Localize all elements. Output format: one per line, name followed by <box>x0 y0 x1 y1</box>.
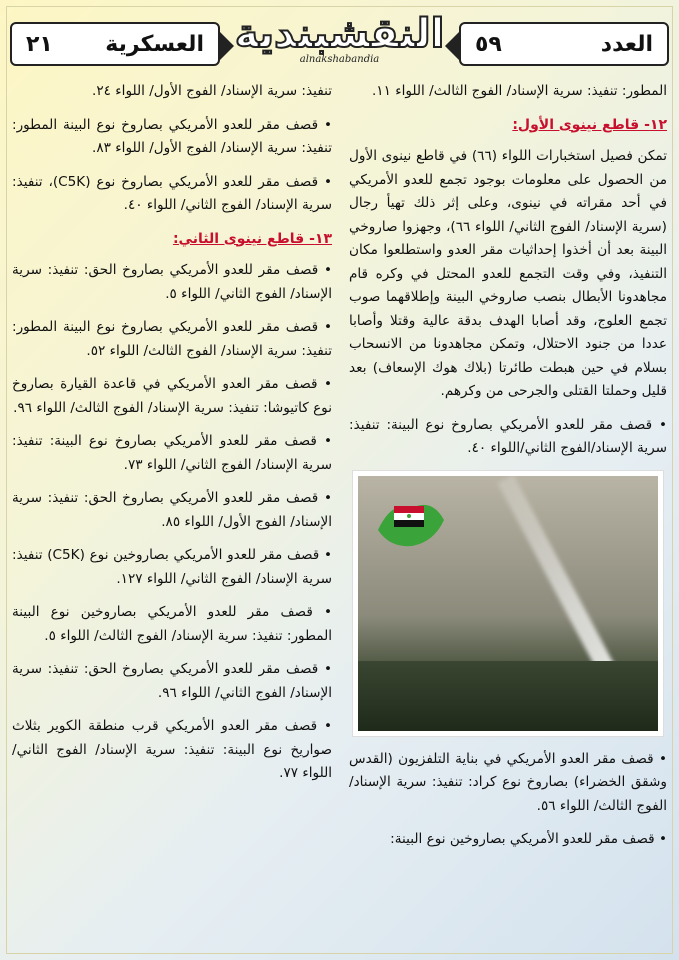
section-heading-13: ١٣- قاطع نينوى الثاني: <box>172 230 332 247</box>
page-number: ٢١ <box>26 31 53 57</box>
report-paragraph: تمكن فصيل استخبارات اللواء (٦٦) في قاطع نينوى الأول من الحصول على معلومات بوجود تجمع للعدو الأمريكي في أحد مقراته في نينوى، وعلى إثر ذلك تهيأ رجال (سرية الإسناد/ الفوج الثاني/ اللواء ٦٦)، وجهزوا صاروخي البينة بعد أن أخذوا إحداثيات مقر العدو واستطلعوا مكان التنفيذ، وفي وقت التجمع للعدو المحتل في وكره قام مجاهدونا الأبطال بنصب صاروخي البينة وإطلاقهما صوب تجمع العلوج، وقد أصابا الهدف بدقة عالية وقتلا وأصابا عددا من جنود الاحتلال، وتمكن مجاهدونا من الانسحاب بسلام في حين هبطت طائرتا (بلاك هوك الإسعاف) بعد قليل وحملتا القتلى والجرحى من وكرهم. <box>349 148 667 399</box>
list-item: • قصف مقر للعدو الأمريكي بصاروخ الحق: تنفيذ: سرية الإسناد/ الفوج الثاني/ اللواء ٩٦. <box>12 658 332 705</box>
list-item: • قصف مقر للعدو الأمريكي بصاروخ نوع البينة: تنفيذ: سرية الإسناد/الفوج الثاني/اللواء ٤٠. <box>349 414 667 461</box>
banner-tail <box>445 30 461 62</box>
left-top-line: تنفيذ: سرية الإسناد/ الفوج الأول/ اللواء ٢٤. <box>92 83 332 99</box>
list-item: • قصف مقر للعدو الأمريكي بصاروخ نوع البينة المطور: تنفيذ: سرية الإسناد/ الفوج الأول/ اللواء ٨٣. <box>12 114 332 161</box>
list-item: • قصف مقر للعدو الأمريكي بصاروخ نوع (C5K)، تنفيذ: سرية الإسناد/ الفوج الثاني/ اللواء ٤٠. <box>12 171 332 218</box>
section-label: العسكرية <box>105 31 204 57</box>
list-item: • قصف مقر للعدو الأمريكي بصاروخين نوع البينة: <box>349 828 667 852</box>
list-item: • قصف مقر العدو الأمريكي قرب منطقة الكوير بثلاث صواريخ نوع البينة: تنفيذ: سرية الإسناد/ الفوج الثاني/ اللواء ٧٧. <box>12 715 332 786</box>
issue-banner <box>459 22 669 66</box>
flag-emblem-icon <box>372 490 450 554</box>
rocket-launch-photo <box>353 471 663 736</box>
list-item: • قصف مقر العدو الأمريكي في بناية التلفزيون (القدس وشقق الخضراء) بصاروخ نوع كراد: تنفيذ: سرية الإسناد/ الفوج الثالث/ اللواء ٥٦. <box>349 748 667 819</box>
right-column <box>349 80 667 862</box>
list-item: • قصف مقر للعدو الأمريكي بصاروخ نوع البينة: تنفيذ: سرية الإسناد/ الفوج الثاني/ اللواء ٧٣. <box>12 430 332 477</box>
section-heading-12: ١٢- قاطع نينوى الأول: <box>512 116 667 133</box>
list-item: • قصف مقر للعدو الأمريكي بصاروخ الحق: تنفيذ: سرية الإسناد/ الفوج الثاني/ اللواء ٥. <box>12 259 332 306</box>
section-banner <box>10 22 220 66</box>
issue-number: ٥٩ <box>475 31 502 57</box>
rocket-trail <box>497 474 616 677</box>
list-item: • قصف مقر للعدو الأمريكي بصاروخ الحق: تنفيذ: سرية الإسناد/ الفوج الأول/ اللواء ٨٥. <box>12 487 332 534</box>
masthead-logo <box>232 8 447 78</box>
list-item: • قصف مقر العدو الأمريكي في قاعدة القيارة بصاروخ نوع كاتيوشا: تنفيذ: سرية الإسناد/ الفوج الثالث/ اللواء ٩٦. <box>12 373 332 420</box>
list-item: • قصف مقر للعدو الأمريكي بصاروخ نوع البينة المطور: تنفيذ: سرية الإسناد/ الفوج الثالث/ اللواء ٥٢. <box>12 316 332 363</box>
logo-subtitle: alnakshabandia <box>299 54 380 65</box>
right-top-line: المطور: تنفيذ: سرية الإسناد/ الفوج الثالث/ اللواء ١١. <box>371 83 667 99</box>
left-column <box>12 80 332 796</box>
list-item: • قصف مقر للعدو الأمريكي بصاروخين نوع (C5K) تنفيذ: سرية الإسناد/ الفوج الثاني/ اللواء ١٢٧. <box>12 544 332 591</box>
list-item: • قصف مقر للعدو الأمريكي بصاروخين نوع البينة المطور: تنفيذ: سرية الإسناد/ الفوج الثالث/ اللواء ٥. <box>12 601 332 648</box>
logo-title: النقشبندية <box>234 11 445 57</box>
issue-label: العدد <box>600 31 653 57</box>
ground <box>358 661 658 731</box>
